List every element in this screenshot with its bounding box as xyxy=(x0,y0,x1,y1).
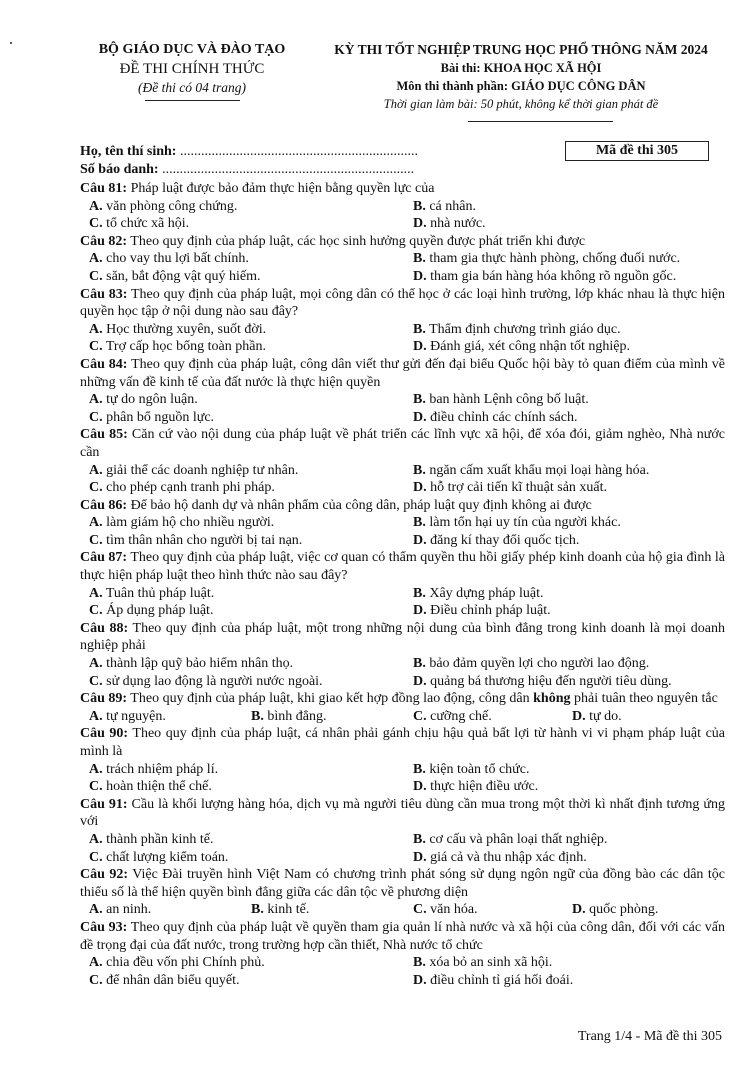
answer-option xyxy=(413,338,630,356)
answer-letter: C. xyxy=(89,532,103,548)
header-right-rule xyxy=(468,121,613,122)
answer-text: làm tổn hại uy tín của người khác. xyxy=(425,515,621,531)
answer-row xyxy=(80,532,725,550)
answer-option xyxy=(89,532,302,550)
answer-option xyxy=(89,954,265,972)
answer-text: tự do. xyxy=(585,708,622,724)
answer-letter: B. xyxy=(413,955,426,971)
answer-letter: C. xyxy=(89,673,103,689)
answer-letter: D. xyxy=(413,849,427,865)
answer-text: hỗ trợ cải tiến kĩ thuật sản xuất. xyxy=(426,480,608,496)
question-90 xyxy=(80,725,725,795)
answer-letter: A. xyxy=(89,515,103,531)
answer-row xyxy=(80,972,725,990)
question-stem xyxy=(80,690,725,708)
answer-letter: A. xyxy=(89,656,103,672)
answer-text: Điều chỉnh pháp luật. xyxy=(426,603,551,619)
answer-text: bảo đảm quyền lợi cho người lao động. xyxy=(425,656,650,672)
answer-text: ngăn cấm xuất khẩu mọi loại hàng hóa. xyxy=(425,462,650,478)
answer-option xyxy=(572,901,658,919)
exam-component: Môn thi thành phần: GIÁO DỤC CÔNG DÂN xyxy=(396,79,646,93)
answer-option xyxy=(89,831,213,849)
answer-letter: C. xyxy=(89,480,103,496)
answer-option xyxy=(89,514,274,532)
answer-text: thực hiện điều ước. xyxy=(426,779,539,795)
answer-letter: B. xyxy=(413,831,426,847)
question-text: Theo quy định của pháp luật, cá nhân phải gánh chịu hậu quả bất lợi từ hành vi vi phạm pháp luật của mình là xyxy=(80,726,726,759)
answer-option xyxy=(89,708,166,726)
answer-option xyxy=(413,849,587,867)
answer-letter: D. xyxy=(413,603,427,619)
question-number: Câu 83: xyxy=(80,286,128,302)
question-number: Câu 91: xyxy=(80,796,128,812)
question-number: Câu 89: xyxy=(80,691,128,707)
answer-row xyxy=(80,673,725,691)
question-stem xyxy=(80,796,725,831)
answer-row xyxy=(80,250,725,268)
answer-option xyxy=(89,972,239,990)
answer-letter: D. xyxy=(413,409,427,425)
question-88 xyxy=(80,620,725,690)
header-left-rule xyxy=(145,100,240,101)
answer-letter: A. xyxy=(89,761,103,777)
candidate-id-row xyxy=(80,161,480,179)
answer-text: Xây dựng pháp luật. xyxy=(425,585,544,601)
question-83 xyxy=(80,286,725,356)
answer-option xyxy=(89,321,266,339)
answer-option xyxy=(251,901,309,919)
answer-text: cá nhân. xyxy=(425,198,476,214)
answer-text: tham gia bán hàng hóa không rõ nguồn gốc. xyxy=(426,268,677,284)
answer-letter: A. xyxy=(89,585,103,601)
question-93 xyxy=(80,919,725,989)
answer-option xyxy=(413,198,476,216)
answer-letter: B. xyxy=(413,198,426,214)
exam-code-box: Mã đề thi 305 xyxy=(565,141,709,161)
question-number: Câu 82: xyxy=(80,233,128,249)
question-stem xyxy=(80,180,725,198)
answer-option xyxy=(89,215,189,233)
answer-option xyxy=(413,514,621,532)
answer-letter: A. xyxy=(89,321,103,337)
answer-row xyxy=(80,602,725,620)
answer-text: Trợ cấp học bổng toàn phần. xyxy=(102,339,266,355)
question-text: Cầu là khối lượng hàng hóa, dịch vụ mà người tiêu dùng cần mua trong một thời kì nhất định tương ứng với xyxy=(80,796,725,830)
answer-text: quốc phòng. xyxy=(585,902,659,918)
question-number: Câu 90: xyxy=(80,726,129,742)
answer-option xyxy=(89,391,198,409)
answer-text: hoàn thiện thể chế. xyxy=(102,779,212,795)
question-89 xyxy=(80,690,725,725)
answer-option xyxy=(413,391,589,409)
page-count-note: (Đề thi có 04 trang) xyxy=(138,80,246,95)
answer-letter: B. xyxy=(413,251,426,267)
question-84 xyxy=(80,356,725,426)
answer-text: Thẩm định chương trình giáo dục. xyxy=(425,321,621,337)
exam-subject: Bài thi: KHOA HỌC XÃ HỘI xyxy=(440,61,602,75)
answer-option xyxy=(413,409,577,427)
answer-text: điều chỉnh tỉ giá hối đoái. xyxy=(426,972,574,988)
question-text: Theo quy định của pháp luật, công dân viết thư gửi đến đại biểu Quốc hội bày tỏ quan điểm của mình về những vấn đề kinh tế của đất nước là thực hiện quyền xyxy=(80,356,726,390)
answer-letter: D. xyxy=(572,902,586,918)
answer-option xyxy=(413,479,607,497)
answer-text: phân bổ nguồn lực. xyxy=(102,409,215,425)
answer-text: giải thể các doanh nghiệp tư nhân. xyxy=(102,462,299,478)
question-text: Theo quy định của pháp luật về quyền tham gia quản lí nhà nước và xã hội của công dân, đối với các vấn đề trọng đại của đất nước, trong trường hợp cần thiết, Nhà nước tổ chức xyxy=(80,919,725,953)
answer-option xyxy=(413,215,486,233)
scan-mark xyxy=(10,42,12,44)
answer-letter: B. xyxy=(413,515,426,531)
answer-row xyxy=(80,655,725,673)
candidate-name-label: Họ, tên thí sinh: xyxy=(80,144,177,159)
question-stem xyxy=(80,549,725,584)
answer-row xyxy=(80,409,725,427)
answer-text: tham gia thực hành phòng, chống đuối nước. xyxy=(425,251,681,267)
answer-row xyxy=(80,831,725,849)
question-82 xyxy=(80,233,725,286)
candidate-id-dots: ........................................................................ xyxy=(162,162,415,177)
answer-text: Tuân thủ pháp luật. xyxy=(102,585,215,601)
answer-letter: C. xyxy=(413,708,427,724)
answer-letter: A. xyxy=(89,462,103,478)
question-stem xyxy=(80,620,725,655)
question-92 xyxy=(80,866,725,919)
answer-text: sử dụng lao động là người nước ngoài. xyxy=(102,673,323,689)
candidate-name-row xyxy=(80,143,480,161)
header-left xyxy=(72,40,312,97)
answer-letter: C. xyxy=(89,779,103,795)
answer-letter: A. xyxy=(89,198,103,214)
question-text: Theo quy định của pháp luật, một trong những nội dung của bình đẳng trong kinh doanh là mọi doanh nghiệp phải xyxy=(80,620,725,654)
answer-letter: A. xyxy=(89,831,103,847)
answer-text: chia đều vốn phi Chính phủ. xyxy=(102,955,265,971)
answer-row xyxy=(80,954,725,972)
answer-text: cơ cấu và phân loại thất nghiệp. xyxy=(425,831,608,847)
question-text: Căn cứ vào nội dung của pháp luật về phát triển các lĩnh vực xã hội, để xóa đói, giảm nghèo, Nhà nước cần xyxy=(80,427,725,460)
answer-text: bình đẳng. xyxy=(263,708,327,724)
answer-text: tìm thân nhân cho người bị tai nạn. xyxy=(102,532,303,548)
question-text: Pháp luật được bảo đảm thực hiện bằng quyền lực của xyxy=(127,181,435,196)
answer-letter: B. xyxy=(251,708,264,724)
question-87 xyxy=(80,549,725,619)
question-number: Câu 88: xyxy=(80,620,129,636)
question-number: Câu 87: xyxy=(80,550,128,566)
answer-row xyxy=(80,585,725,603)
answer-row xyxy=(80,514,725,532)
answer-option xyxy=(413,321,621,339)
answer-letter: D. xyxy=(413,972,427,988)
question-number: Câu 85: xyxy=(80,427,128,443)
answer-text: chất lượng kiểm toán. xyxy=(102,849,229,865)
answer-text: Đánh giá, xét công nhận tốt nghiệp. xyxy=(426,339,630,355)
question-text: Theo quy định của pháp luật, việc cơ quan có thẩm quyền thu hồi giấy phép kinh doanh của hộ gia đình là thực hiện pháp luật theo hình thức nào sau đây? xyxy=(80,550,725,584)
candidate-name-dots: .................................................................... xyxy=(179,144,418,159)
exam-title: KỲ THI TỐT NGHIỆP TRUNG HỌC PHỔ THÔNG NĂM 2024 xyxy=(334,42,708,57)
answer-text: trách nhiệm pháp lí. xyxy=(102,761,219,777)
answer-text: săn, bắt động vật quý hiếm. xyxy=(102,268,261,284)
answer-option xyxy=(413,761,529,779)
answer-option xyxy=(89,849,228,867)
answer-text: cho vay thu lợi bất chính. xyxy=(102,251,249,267)
answer-option xyxy=(89,901,151,919)
answer-letter: B. xyxy=(413,761,426,777)
answer-option xyxy=(413,954,552,972)
answer-text: tự nguyện. xyxy=(102,708,166,724)
answer-letter: C. xyxy=(89,268,103,284)
answer-option xyxy=(413,673,672,691)
answer-option xyxy=(572,708,622,726)
answer-letter: A. xyxy=(89,251,103,267)
answer-text: đăng kí thay đổi quốc tịch. xyxy=(426,532,580,548)
question-text: Theo quy định của pháp luật, khi giao kết hợp đồng lao động, công dân xyxy=(127,691,534,707)
answer-letter: A. xyxy=(89,955,103,971)
answer-row xyxy=(80,268,725,286)
answer-text: điều chỉnh các chính sách. xyxy=(426,409,578,425)
answer-option xyxy=(89,409,214,427)
answer-letter: D. xyxy=(413,779,427,795)
answer-text: thành phần kinh tế. xyxy=(102,831,214,847)
answer-option xyxy=(89,462,298,480)
question-stem xyxy=(80,497,725,515)
answer-option xyxy=(413,655,649,673)
question-stem xyxy=(80,233,725,251)
answer-letter: D. xyxy=(413,532,427,548)
answer-row xyxy=(80,849,725,867)
question-stem xyxy=(80,866,725,901)
question-text-tail: phải tuân theo nguyên tắc xyxy=(570,691,718,707)
answer-text: làm giám hộ cho nhiều người. xyxy=(102,515,275,531)
question-text: Theo quy định của pháp luật, các học sinh hưởng quyền được phát triển khi được xyxy=(127,233,586,249)
answer-option xyxy=(89,761,218,779)
answer-letter: C. xyxy=(89,603,103,619)
answer-text: cho phép cạnh tranh phi pháp. xyxy=(102,480,275,496)
question-number: Câu 93: xyxy=(80,919,128,935)
answer-letter: B. xyxy=(413,462,426,478)
answer-option xyxy=(413,250,680,268)
question-list xyxy=(80,180,725,989)
answer-text: Học thường xuyên, suốt đời. xyxy=(102,321,267,337)
answer-text: quảng bá thương hiệu đến người tiêu dùng. xyxy=(426,673,672,689)
answer-text: Áp dụng pháp luật. xyxy=(102,603,214,619)
answer-letter: C. xyxy=(89,339,103,355)
answer-option xyxy=(89,673,323,691)
answer-text: thành lập quỹ bảo hiểm nhân thọ. xyxy=(102,656,294,672)
answer-option xyxy=(89,338,266,356)
question-85 xyxy=(80,426,725,496)
answer-text: nhà nước. xyxy=(426,216,486,232)
answer-letter: A. xyxy=(89,392,103,408)
answer-letter: C. xyxy=(413,902,427,918)
answer-text: văn phòng công chứng. xyxy=(102,198,238,214)
answer-text: giá cả và thu nhập xác định. xyxy=(426,849,587,865)
answer-row xyxy=(80,761,725,779)
answer-letter: D. xyxy=(413,480,427,496)
answer-row xyxy=(80,778,725,796)
question-text: Theo quy định của pháp luật, mọi công dân có thể học ở các loại hình trường, lớp khác nhau là thực hiện quyền học tập ở nội dung nào sau đây? xyxy=(80,286,725,320)
answer-letter: B. xyxy=(413,321,426,337)
answer-letter: B. xyxy=(251,902,264,918)
answer-option xyxy=(413,532,579,550)
ministry-name: BỘ GIÁO DỤC VÀ ĐÀO TẠO xyxy=(98,42,286,57)
answer-row xyxy=(80,708,725,726)
question-number: Câu 86: xyxy=(80,497,128,513)
question-stem xyxy=(80,725,725,760)
answer-option xyxy=(89,268,261,286)
question-stem xyxy=(80,356,725,391)
answer-text: kinh tế. xyxy=(263,902,310,918)
answer-text: tự do ngôn luận. xyxy=(102,392,198,408)
answer-option xyxy=(413,602,551,620)
answer-text: để nhân dân biểu quyết. xyxy=(102,972,240,988)
question-number: Câu 84: xyxy=(80,356,128,372)
answer-row xyxy=(80,215,725,233)
answer-letter: A. xyxy=(89,902,103,918)
question-number: Câu 81: xyxy=(80,181,128,196)
answer-text: cưỡng chế. xyxy=(426,708,492,724)
answer-text: ban hành Lệnh công bố luật. xyxy=(425,392,589,408)
answer-option xyxy=(413,708,492,726)
question-stem xyxy=(80,286,725,321)
answer-text: văn hóa. xyxy=(426,902,478,918)
answer-row xyxy=(80,479,725,497)
answer-text: tổ chức xã hội. xyxy=(102,216,190,232)
answer-letter: A. xyxy=(89,708,103,724)
question-stem xyxy=(80,426,725,461)
question-text: Việc Đài truyền hình Việt Nam có chương trình phát sóng sử dụng ngôn ngữ của đồng bào các dân tộc thiểu số là thể hiện quyền bình đẳng giữa các dân tộc về phương diện xyxy=(80,867,725,900)
question-number: Câu 92: xyxy=(80,867,129,883)
answer-letter: D. xyxy=(572,708,586,724)
answer-row xyxy=(80,391,725,409)
answer-text: xóa bỏ an sinh xã hội. xyxy=(425,955,553,971)
question-text-emphasis: không xyxy=(533,691,571,707)
answer-row xyxy=(80,198,725,216)
question-stem xyxy=(80,919,725,954)
candidate-info xyxy=(80,143,480,179)
answer-row xyxy=(80,321,725,339)
answer-option xyxy=(413,972,573,990)
answer-letter: D. xyxy=(413,339,427,355)
answer-letter: B. xyxy=(413,392,426,408)
answer-option xyxy=(413,831,607,849)
official-label: ĐỀ THI CHÍNH THỨC xyxy=(119,61,265,77)
answer-letter: C. xyxy=(89,849,103,865)
answer-row xyxy=(80,462,725,480)
answer-row xyxy=(80,901,725,919)
answer-option xyxy=(89,585,214,603)
answer-option xyxy=(413,268,676,286)
exam-time-note: Thời gian làm bài: 50 phút, không kể thời gian phát đề xyxy=(383,97,659,111)
question-86 xyxy=(80,497,725,550)
answer-letter: C. xyxy=(89,409,103,425)
candidate-id-label: Số báo danh: xyxy=(80,162,159,177)
answer-option xyxy=(413,462,649,480)
answer-letter: B. xyxy=(413,656,426,672)
answer-letter: D. xyxy=(413,268,427,284)
answer-option xyxy=(89,655,293,673)
answer-option xyxy=(89,479,275,497)
answer-option xyxy=(413,585,543,603)
answer-option xyxy=(413,778,538,796)
answer-text: an ninh. xyxy=(102,902,152,918)
answer-option xyxy=(89,778,212,796)
answer-option xyxy=(89,602,213,620)
question-81 xyxy=(80,180,725,233)
answer-option xyxy=(413,901,478,919)
question-91 xyxy=(80,796,725,866)
answer-letter: B. xyxy=(413,585,426,601)
answer-text: kiện toàn tổ chức. xyxy=(425,761,530,777)
answer-letter: D. xyxy=(413,673,427,689)
header-right xyxy=(318,40,724,113)
question-text: Để bảo hộ danh dự và nhân phẩm của công dân, pháp luật quy định không ai được xyxy=(127,497,592,513)
answer-option xyxy=(89,250,249,268)
answer-letter: D. xyxy=(413,216,427,232)
answer-option xyxy=(89,198,237,216)
page-footer: Trang 1/4 - Mã đề thi 305 xyxy=(577,1029,722,1044)
answer-letter: C. xyxy=(89,216,103,232)
answer-letter: C. xyxy=(89,972,103,988)
answer-option xyxy=(251,708,326,726)
answer-row xyxy=(80,338,725,356)
